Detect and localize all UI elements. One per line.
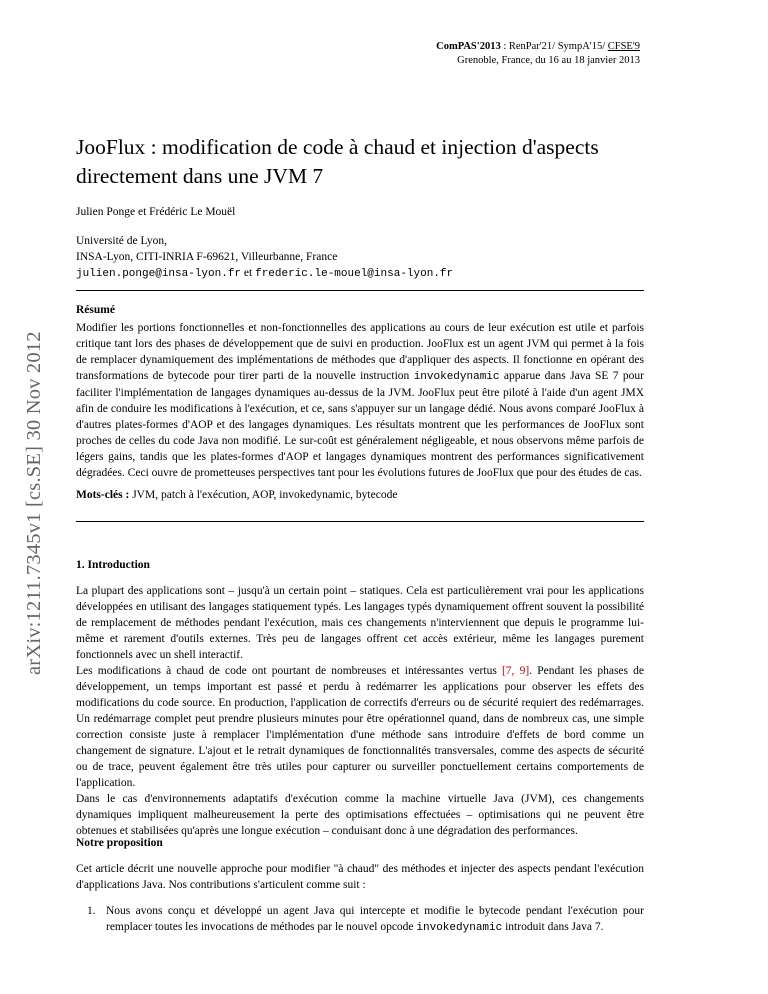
- conference-header: [436, 40, 640, 68]
- proposal-paragraph: Cet article décrit une nouvelle approche pour modifier "à chaud" des méthodes et injecter des aspects pendant l'exécution d'applications Java. Nos contributions s'articulent comme suit :: [76, 863, 644, 891]
- abstract-top-rule: [76, 290, 644, 291]
- intro-paragraph-1: La plupart des applications sont – jusqu'à un certain point – statiques. Cela est particulièrement vrai pour les applications développées en utilisant des langages statiquement typés. Les langages typés dynamiquement offrent souvent la possibilité de remplacement de méthodes pendant l'exécution, mais ces changements n'interviennent que depuis le programme lui-même et rarement d'outils externes. Très peu de langages offrent cet accès extérieur, même les langages purement fonctionnels avec un shell interactif.: [76, 585, 644, 661]
- authors: Julien Ponge et Frédéric Le Mouël: [76, 206, 236, 218]
- abstract-text-b: apparue dans Java SE 7 pour faciliter l'implémentation de langages dynamiques au-dessus de la JVM. JooFlux peut être piloté à l'aide d'un agent JMX afin de conduire les modifications à l'exécution, et ce, sans s'appuyer sur un langage dédié. Nous avons comparé JooFlux à d'autres plates-formes d'AOP et des langages dynamiques. Les résultats montrent que les performances de JooFlux sont proches de celles du code Java non modifié. Le sur-coût est généralement négligeable, et nous observons même parfois de légers gains, tandis que les plates-formes d'AOP et langages dynamiques montrent des performances significativement dégradées. Ceci ouvre de prometteuses perspectives tant pour les évolutions futures de JooFlux que pour des études de cas.: [76, 370, 645, 479]
- paper-title: [76, 133, 676, 191]
- abstract-text: [76, 320, 644, 481]
- title-line-2: directement dans une JVM 7: [76, 164, 324, 188]
- section-heading-introduction: 1. Introduction: [76, 559, 150, 571]
- conference-tracks: : RenPar'21/ SympA'15/: [500, 41, 608, 52]
- keywords: [76, 489, 397, 501]
- keywords-label: Mots-clés :: [76, 489, 130, 501]
- intro-p2-a: Les modifications à chaud de code ont pourtant de nombreuses et intéressantes vertus: [76, 665, 502, 677]
- email-separator: et: [241, 267, 256, 279]
- abstract-text-a: Modifier les portions fonctionnelles et non-fonctionnelles des applications au cours de leur exécution est utile et parfois critique tant lors des phases de développement que de suivi en production. JooFlux est un agent JVM qui permet à la fois de remplacer dynamiquement des implémentations de méthodes que d'appliquer des aspects. Il fonctionne en opérant des transformations de bytecode pour tirer parti de la nouvelle instruction: [76, 322, 644, 382]
- introduction-body: [76, 583, 644, 839]
- arxiv-stamp: [22, 45, 46, 675]
- affiliation: [76, 233, 453, 282]
- list-item-text-b: introduit dans Java 7.: [502, 921, 604, 933]
- list-item-text: [106, 903, 644, 936]
- emails: [76, 265, 453, 282]
- affiliation-line-1: Université de Lyon,: [76, 235, 168, 247]
- conference-link[interactable]: CFSE'9: [607, 41, 640, 52]
- keywords-text: JVM, patch à l'exécution, AOP, invokedynamic, bytecode: [129, 489, 398, 501]
- email-1[interactable]: julien.ponge@insa-lyon.fr: [76, 268, 242, 280]
- intro-p2-b: . Pendant les phases de développement, un temps important est passé et perdu à redémarrer les applications pour observer les effets des modifications du code source. En production, l'application de correctifs d'erreurs ou de sécurité requiert des redémarrages. Un redémarrage complet peut prendre plusieurs minutes pour être opérationnel quand, dans de nombreux cas, une simple correction consiste juste à remplacer l'implémentation d'une méthode sans introduire d'effets de bord comme un changement de signature. L'ajout et le retrait dynamiques de fonctionnalités transversales, comme des aspects de sécurité ou de trace, peuvent également être très utiles pour capturer ou surveiller ponctuellement certains comportements de l'application.: [76, 665, 645, 789]
- list-item-code: invokedynamic: [416, 922, 503, 934]
- abstract-code: invokedynamic: [413, 371, 500, 383]
- list-item-number: 1.: [87, 905, 96, 917]
- conference-name: ComPAS'2013: [436, 41, 501, 52]
- title-line-1: JooFlux : modification de code à chaud et injection d'aspects: [76, 135, 599, 159]
- conference-location: Grenoble, France, du 16 au 18 janvier 2013: [457, 55, 640, 66]
- abstract-heading: Résumé: [76, 304, 115, 316]
- citation-refs[interactable]: [7, 9]: [501, 665, 530, 677]
- abstract-bottom-rule: [76, 521, 644, 522]
- arxiv-stamp-text: arXiv:1211.7345v1 [cs.SE] 30 Nov 2012: [23, 331, 45, 675]
- subsection-heading-proposal: Notre proposition: [76, 837, 163, 849]
- intro-paragraph-3: Dans le cas d'environnements adaptatifs d'exécution comme la machine virtuelle Java (JVM), ces changements dynamiques impliquent malheureusement la perte des optimisations effectuées – optimisations qui ne peuvent être obtenues et stabilisées qu'après une longue exécution – conduisant donc à une dégradation des performances.: [76, 793, 644, 837]
- list-item-text-a: Nous avons conçu et développé un agent Java qui intercepte et modifie le bytecode pendant l'exécution pour remplacer toutes les invocations de méthodes par le nouvel opcode: [106, 905, 644, 933]
- email-2[interactable]: frederic.le-mouel@insa-lyon.fr: [255, 268, 454, 280]
- intro-paragraph-2: [76, 663, 644, 791]
- affiliation-line-2: INSA-Lyon, CITI-INRIA F-69621, Villeurbanne, France: [76, 251, 338, 263]
